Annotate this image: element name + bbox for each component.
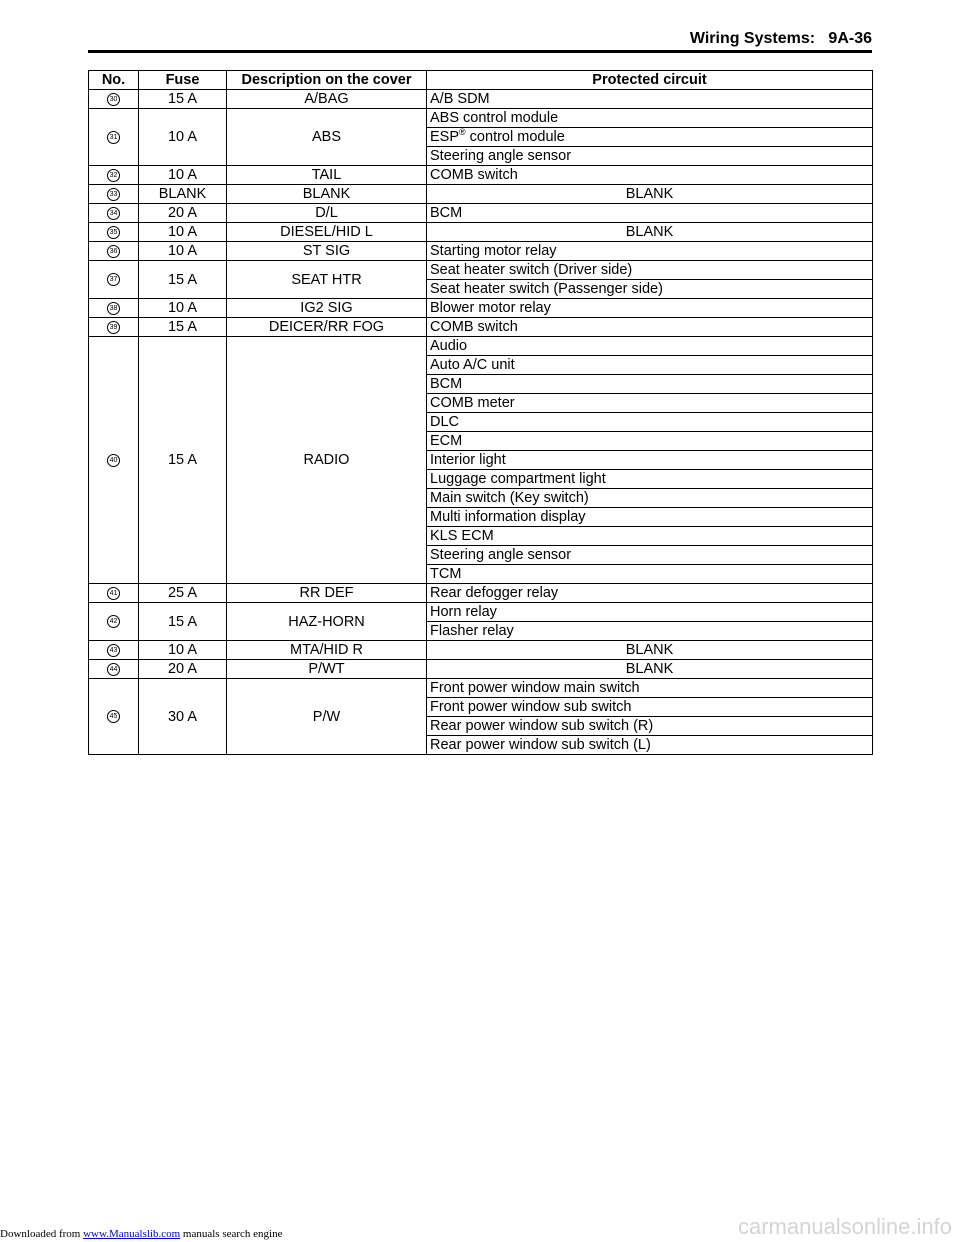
- table-row: [89, 603, 873, 622]
- manualslib-link[interactable]: www.Manualslib.com: [83, 1228, 181, 1240]
- protected-circuit: Flasher relay: [427, 622, 873, 641]
- protected-circuit: COMB switch: [427, 318, 873, 337]
- protected-circuit: BCM: [427, 375, 873, 394]
- table-row: [89, 299, 873, 318]
- table-row: [89, 204, 873, 223]
- table-row: [89, 337, 873, 356]
- table-row: [89, 641, 873, 660]
- column-header-protected-circuit: Protected circuit: [427, 71, 873, 90]
- cover-description: P/W: [227, 679, 427, 755]
- circled-number-icon: 37: [107, 273, 120, 286]
- protected-circuit: Interior light: [427, 451, 873, 470]
- protected-circuit: Audio: [427, 337, 873, 356]
- table-row: [89, 679, 873, 698]
- cover-description: RADIO: [227, 337, 427, 584]
- header-rule: [88, 50, 872, 53]
- circled-number-icon: 41: [107, 587, 120, 600]
- protected-circuit: Main switch (Key switch): [427, 489, 873, 508]
- fuse-number: [89, 166, 139, 185]
- circled-number-icon: 30: [107, 93, 120, 106]
- table-row: [89, 242, 873, 261]
- fuse-number: [89, 299, 139, 318]
- fuse-rating: BLANK: [139, 185, 227, 204]
- fuse-rating: 10 A: [139, 109, 227, 166]
- table-row: [89, 109, 873, 128]
- cover-description: D/L: [227, 204, 427, 223]
- circled-number-icon: 36: [107, 245, 120, 258]
- protected-circuit: ECM: [427, 432, 873, 451]
- cover-description: IG2 SIG: [227, 299, 427, 318]
- fuse-number: [89, 660, 139, 679]
- table-row: [89, 185, 873, 204]
- table-row: [89, 90, 873, 109]
- cover-description: DIESEL/HID L: [227, 223, 427, 242]
- table-row: [89, 318, 873, 337]
- protected-circuit: ABS control module: [427, 109, 873, 128]
- cover-description: P/WT: [227, 660, 427, 679]
- circled-number-icon: 32: [107, 169, 120, 182]
- protected-circuit: BLANK: [427, 223, 873, 242]
- cover-description: HAZ-HORN: [227, 603, 427, 641]
- fuse-number: [89, 603, 139, 641]
- protected-circuit: Rear power window sub switch (L): [427, 736, 873, 755]
- protected-circuit: Rear power window sub switch (R): [427, 717, 873, 736]
- fuse-rating: 15 A: [139, 337, 227, 584]
- circled-number-icon: 35: [107, 226, 120, 239]
- protected-circuit: Seat heater switch (Passenger side): [427, 280, 873, 299]
- column-header-no: No.: [89, 71, 139, 90]
- protected-circuit: KLS ECM: [427, 527, 873, 546]
- circled-number-icon: 33: [107, 188, 120, 201]
- fuse-number: [89, 90, 139, 109]
- fuse-number: [89, 204, 139, 223]
- protected-circuit: BLANK: [427, 660, 873, 679]
- cover-description: A/BAG: [227, 90, 427, 109]
- page-header: [88, 28, 872, 54]
- table-row: [89, 261, 873, 280]
- protected-circuit: Blower motor relay: [427, 299, 873, 318]
- protected-circuit: A/B SDM: [427, 90, 873, 109]
- fuse-rating: 10 A: [139, 641, 227, 660]
- protected-circuit: BLANK: [427, 641, 873, 660]
- cover-description: MTA/HID R: [227, 641, 427, 660]
- protected-circuit: Front power window sub switch: [427, 698, 873, 717]
- fuse-number: [89, 242, 139, 261]
- cover-description: TAIL: [227, 166, 427, 185]
- protected-circuit: Steering angle sensor: [427, 546, 873, 565]
- fuse-number: [89, 679, 139, 755]
- protected-circuit: Multi information display: [427, 508, 873, 527]
- fuse-rating: 20 A: [139, 204, 227, 223]
- protected-circuit: Starting motor relay: [427, 242, 873, 261]
- protected-circuit: Steering angle sensor: [427, 147, 873, 166]
- fuse-number: [89, 641, 139, 660]
- fuse-rating: 15 A: [139, 603, 227, 641]
- table-row: [89, 660, 873, 679]
- table-row: [89, 166, 873, 185]
- protected-circuit: TCM: [427, 565, 873, 584]
- protected-circuit: Rear defogger relay: [427, 584, 873, 603]
- fuse-number: [89, 223, 139, 242]
- protected-circuit: COMB switch: [427, 166, 873, 185]
- fuse-rating: 30 A: [139, 679, 227, 755]
- protected-circuit: ESP® control module: [427, 128, 873, 147]
- watermark: carmanualsonline.info: [737, 1214, 952, 1239]
- circled-number-icon: 45: [107, 710, 120, 723]
- cover-description: BLANK: [227, 185, 427, 204]
- fuse-number: [89, 185, 139, 204]
- fuse-number: [89, 337, 139, 584]
- fuse-rating: 25 A: [139, 584, 227, 603]
- fuse-rating: 10 A: [139, 223, 227, 242]
- fuse-rating: 10 A: [139, 242, 227, 261]
- fuse-number: [89, 318, 139, 337]
- fuse-rating: 10 A: [139, 166, 227, 185]
- fuse-rating: 15 A: [139, 90, 227, 109]
- fuse-number: [89, 261, 139, 299]
- download-footer: Downloaded from www.Manualslib.com manuals search engine: [0, 1228, 283, 1240]
- fuse-table: [88, 70, 873, 755]
- protected-circuit: Front power window main switch: [427, 679, 873, 698]
- protected-circuit: Auto A/C unit: [427, 356, 873, 375]
- circled-number-icon: 39: [107, 321, 120, 334]
- fuse-table-body: [89, 90, 873, 755]
- cover-description: SEAT HTR: [227, 261, 427, 299]
- protected-circuit: Luggage compartment light: [427, 470, 873, 489]
- fuse-number: [89, 109, 139, 166]
- circled-number-icon: 38: [107, 302, 120, 315]
- cover-description: ABS: [227, 109, 427, 166]
- protected-circuit: Horn relay: [427, 603, 873, 622]
- protected-circuit: DLC: [427, 413, 873, 432]
- protected-circuit: COMB meter: [427, 394, 873, 413]
- page-title: Wiring Systems: 9A-36: [689, 30, 872, 47]
- protected-circuit: Seat heater switch (Driver side): [427, 261, 873, 280]
- table-row: [89, 223, 873, 242]
- fuse-rating: 10 A: [139, 299, 227, 318]
- circled-number-icon: 34: [107, 207, 120, 220]
- fuse-rating: 15 A: [139, 318, 227, 337]
- circled-number-icon: 44: [107, 663, 120, 676]
- circled-number-icon: 40: [107, 454, 120, 467]
- protected-circuit: BCM: [427, 204, 873, 223]
- circled-number-icon: 42: [107, 615, 120, 628]
- protected-circuit: BLANK: [427, 185, 873, 204]
- column-header-description: Description on the cover: [227, 71, 427, 90]
- table-row: [89, 584, 873, 603]
- circled-number-icon: 31: [107, 131, 120, 144]
- cover-description: RR DEF: [227, 584, 427, 603]
- fuse-number: [89, 584, 139, 603]
- fuse-rating: 20 A: [139, 660, 227, 679]
- table-header-row: [89, 71, 873, 90]
- cover-description: ST SIG: [227, 242, 427, 261]
- circled-number-icon: 43: [107, 644, 120, 657]
- cover-description: DEICER/RR FOG: [227, 318, 427, 337]
- column-header-fuse: Fuse: [139, 71, 227, 90]
- fuse-rating: 15 A: [139, 261, 227, 299]
